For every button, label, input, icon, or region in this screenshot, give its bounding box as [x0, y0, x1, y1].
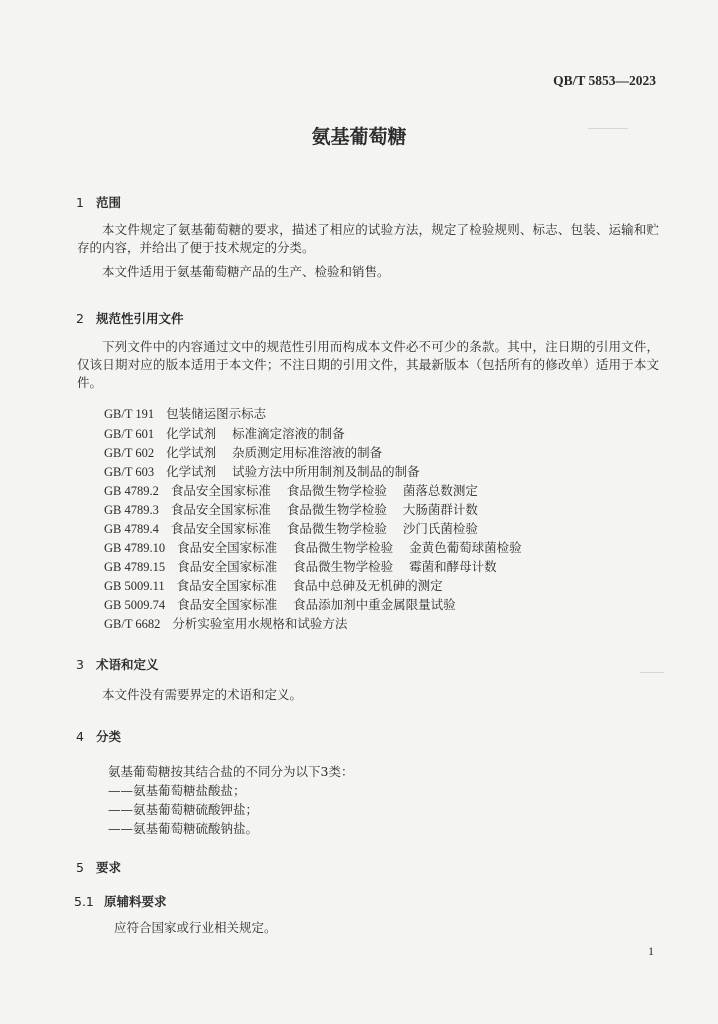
subsection-heading-raw-materials	[74, 892, 167, 910]
section-title: 规范性引用文件	[96, 311, 184, 326]
reference-title: 食品微生物学检验	[286, 502, 387, 517]
reference-code: GB 5009.74	[104, 598, 166, 612]
normative-intro-paragraph: 下列文件中的内容通过文中的规范性引用而构成本文件必不可少的条款。其中，注日期的引用文件，仅该日期对应的版本适用于本文件；不注日期的引用文件，其最新版本（包括所有的修改单）适用于本文件。	[77, 339, 659, 390]
reference-title: 食品安全国家标准	[176, 578, 277, 593]
reference-item	[104, 500, 494, 518]
section-heading-requirements	[76, 858, 121, 876]
subsection-number: 5.1	[74, 894, 94, 909]
reference-title: 化学试剂	[166, 445, 217, 460]
classification-item: ——氨基葡萄糖盐酸盐；	[108, 783, 246, 798]
section-number: 3	[76, 657, 84, 672]
reference-code: GB 5009.11	[104, 579, 165, 593]
reference-title: 沙门氏菌检验	[402, 521, 478, 536]
reference-code: GB/T 6682	[104, 617, 161, 631]
reference-code: GB 4789.3	[104, 503, 159, 517]
terms-paragraph: 本文件没有需要界定的术语和定义。	[102, 687, 303, 702]
reference-title: 食品微生物学检验	[286, 483, 387, 498]
reference-item	[104, 538, 538, 556]
document-title: 氨基葡萄糖	[311, 126, 407, 148]
scope-paragraph-2: 本文件适用于氨基葡萄糖产品的生产、检验和销售。	[102, 264, 390, 279]
reference-title: 菌落总数测定	[402, 483, 478, 498]
section-number: 2	[76, 311, 84, 326]
reference-code: GB 4789.2	[104, 484, 159, 498]
reference-title: 食品安全国家标准	[170, 502, 271, 517]
reference-title: 食品安全国家标准	[170, 521, 271, 536]
reference-item	[104, 481, 494, 499]
section-title: 范围	[96, 195, 122, 210]
reference-title: 食品微生物学检验	[293, 559, 394, 574]
section-number: 4	[76, 729, 84, 744]
section-heading-normative-references	[76, 309, 184, 327]
reference-title: 标准滴定溶液的制备	[232, 426, 345, 441]
reference-item	[104, 576, 459, 594]
reference-title: 化学试剂	[166, 464, 217, 479]
reference-item	[104, 424, 361, 442]
reference-title: 食品安全国家标准	[170, 483, 271, 498]
reference-item	[104, 614, 363, 632]
reference-title: 食品安全国家标准	[177, 597, 278, 612]
reference-title: 食品微生物学检验	[293, 540, 394, 555]
reference-code: GB/T 191	[104, 407, 155, 421]
section-title: 要求	[96, 860, 122, 875]
reference-code: GB 4789.4	[104, 522, 159, 536]
reference-code: GB 4789.15	[104, 560, 166, 574]
reference-title: 分析实验室用水规格和试验方法	[172, 616, 348, 631]
scan-artifact	[588, 128, 628, 129]
reference-item	[104, 519, 494, 537]
reference-code: GB/T 603	[104, 465, 155, 479]
raw-materials-paragraph: 应符合国家或行业相关规定。	[114, 920, 277, 935]
section-heading-scope	[76, 193, 121, 211]
section-title: 术语和定义	[96, 657, 159, 672]
reference-code: GB/T 602	[104, 446, 155, 460]
section-number: 5	[76, 860, 84, 875]
reference-item	[104, 443, 398, 461]
reference-title: 食品微生物学检验	[286, 521, 387, 536]
reference-item	[104, 404, 282, 422]
reference-title: 包装储运图示标志	[166, 406, 267, 421]
reference-code: GB 4789.10	[104, 541, 166, 555]
reference-title: 食品添加剂中重金属限量试验	[293, 597, 456, 612]
classification-intro: 氨基葡萄糖按其结合盐的不同分为以下3类：	[108, 764, 354, 779]
subsection-title: 原辅料要求	[104, 894, 167, 909]
reference-title: 食品安全国家标准	[177, 540, 278, 555]
reference-item	[104, 595, 472, 613]
section-number: 1	[76, 195, 84, 210]
reference-title: 霉菌和酵母计数	[409, 559, 497, 574]
reference-item	[104, 557, 513, 575]
scope-paragraph-1: 本文件规定了氨基葡萄糖的要求，描述了相应的试验方法，规定了检验规则、标志、包装、运输和贮存的内容，并给出了便于技术规定的分类。	[77, 222, 659, 255]
reference-item	[104, 462, 436, 480]
reference-code: GB/T 601	[104, 427, 155, 441]
section-title: 分类	[96, 729, 122, 744]
section-heading-classification	[76, 727, 121, 745]
standard-code: QB/T 5853—2023	[553, 73, 656, 88]
classification-item: ——氨基葡萄糖硫酸钾盐；	[108, 802, 259, 817]
reference-title: 试验方法中所用制剂及制品的制备	[232, 464, 420, 479]
reference-title: 杂质测定用标准溶液的制备	[232, 445, 383, 460]
reference-title: 化学试剂	[166, 426, 217, 441]
reference-title: 食品安全国家标准	[177, 559, 278, 574]
reference-title: 金黄色葡萄球菌检验	[409, 540, 522, 555]
section-heading-terms	[76, 655, 159, 673]
page-number: 1	[648, 944, 654, 958]
reference-title: 大肠菌群计数	[402, 502, 478, 517]
scan-artifact	[640, 672, 664, 673]
classification-item: ——氨基葡萄糖硫酸钠盐。	[108, 821, 259, 836]
reference-title: 食品中总砷及无机砷的测定	[292, 578, 443, 593]
